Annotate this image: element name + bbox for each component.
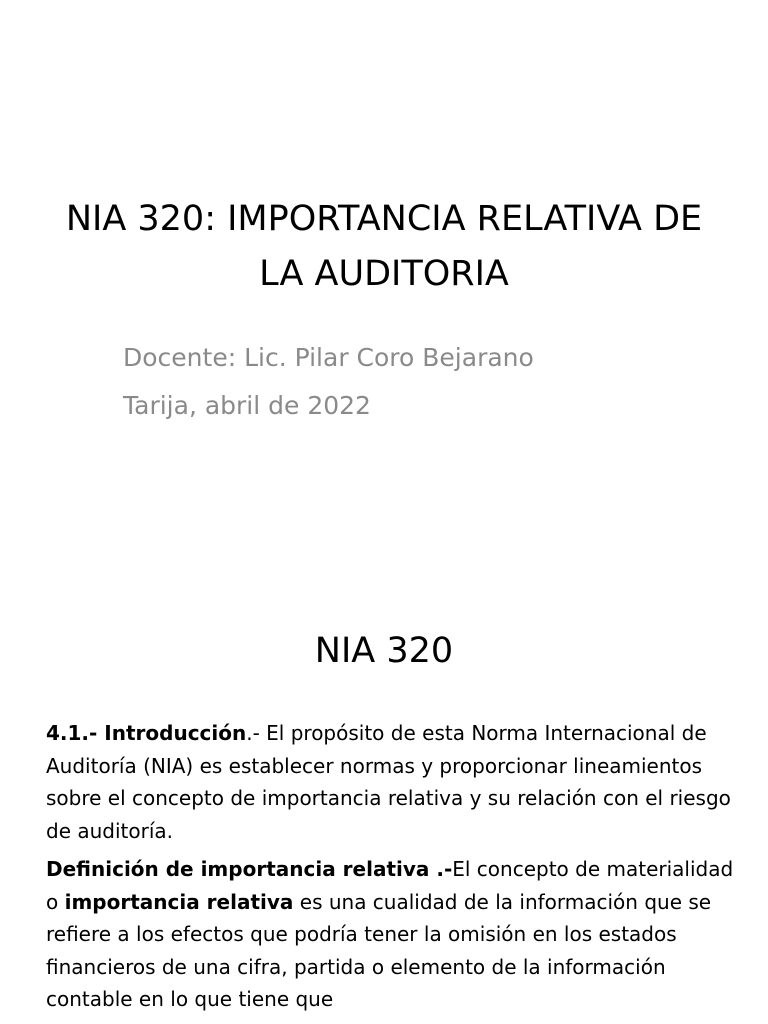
paragraph-introduccion xyxy=(46,717,736,847)
definition-heading: Definición de importancia relativa .- xyxy=(46,857,453,881)
definition-term: importancia relativa xyxy=(64,889,294,914)
definition-text-1: El concepto de materialidad o xyxy=(46,857,734,914)
subtitle-date: Tarija, abril de 2022 xyxy=(123,391,371,420)
content-slide xyxy=(0,576,768,1024)
definition-text-2: es una cualidad de la información que se refiere a los efectos que podría tener la omisión en los estados financieros de una cifra, partida o elemento de la información contable en lo que tiene que xyxy=(46,889,712,1011)
slide-heading: NIA 320 xyxy=(314,631,454,671)
slide-title: NIA 320: IMPORTANCIA RELATIVA DE LA AUDITORIA xyxy=(65,199,703,294)
intro-text: .- El propósito de esta Norma Internacional de Auditoría (NIA) es establecer normas y proporcionar lineamientos sobre el concepto de importancia relativa y su relación con el riesgo de auditoría. xyxy=(46,721,731,843)
subtitle-docente: Docente: Lic. Pilar Coro Bejarano xyxy=(123,343,534,372)
paragraph-definicion xyxy=(46,853,736,1016)
slide-subtitle xyxy=(123,334,723,430)
slide-body xyxy=(46,717,736,1022)
intro-heading: 4.1.- Introducción xyxy=(46,721,247,745)
